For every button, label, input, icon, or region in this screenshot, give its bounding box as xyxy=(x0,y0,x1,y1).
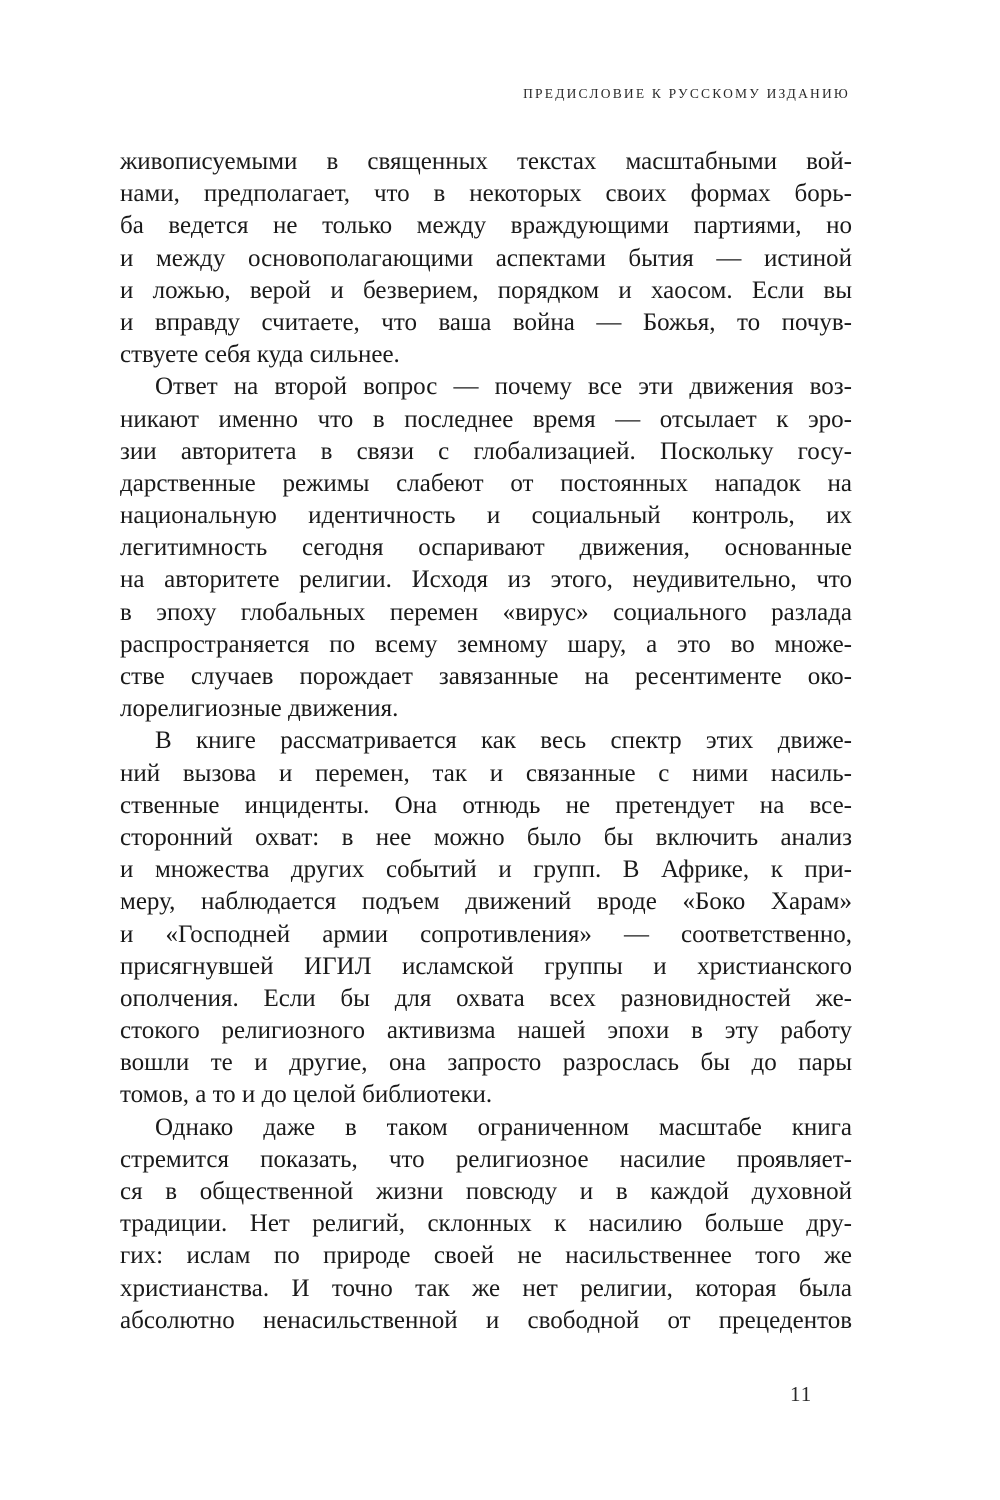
text-line: дарственные режимы слабеют от постоянных нападок на xyxy=(120,469,852,497)
text-line: и между основополагающими аспектами бытия — истиной xyxy=(120,244,852,272)
text-line: и вправду считаете, что ваша война — Божья, то почув- xyxy=(120,308,852,336)
text-line: гих: ислам по природе своей не насильственнее того же xyxy=(120,1242,852,1270)
text-line: вошли те и другие, она запросто разрослась бы до пары xyxy=(120,1049,852,1077)
text-line: Ответ на второй вопрос — почему все эти движения воз- xyxy=(155,373,852,401)
text-line: зии авторитета в связи с глобализацией. Поскольку госу- xyxy=(120,437,852,465)
page-number: 11 xyxy=(790,1382,813,1406)
paragraph xyxy=(120,146,852,371)
paragraph xyxy=(120,1112,852,1337)
text-line: и множества других событий и групп. В Африке, к при- xyxy=(120,856,852,884)
text-line: сторонний охват: в нее можно было бы включить анализ xyxy=(120,823,852,851)
text-line: стокого религиозного активизма нашей эпохи в эту работу xyxy=(120,1017,852,1045)
paragraph xyxy=(120,371,852,725)
text-line: христианства. И точно так же нет религии, которая была xyxy=(120,1274,852,1302)
text-line: на авторитете религии. Исходя из этого, неудивительно, что xyxy=(120,566,852,594)
text-line: стве случаев порождает завязанные на ресентименте око- xyxy=(120,663,852,690)
text-line: В книге рассматривается как весь спектр этих движе- xyxy=(155,727,852,755)
text-line: никают именно что в последнее время — отсылает к эро- xyxy=(120,405,852,433)
text-line: ний вызова и перемен, так и связанные с ними насиль- xyxy=(120,759,852,787)
text-line: легитимность сегодня оспаривают движения, основанные xyxy=(120,534,852,562)
text-line: и ложью, верой и безверием, порядком и хаосом. Если вы xyxy=(120,276,852,304)
text-line: присягнувшей ИГИЛ исламской группы и христианского xyxy=(120,952,852,980)
text-line: ственные инциденты. Она отнюдь не претендует на все- xyxy=(120,791,852,819)
text-line: и «Господней армии сопротивления» — соответственно, xyxy=(120,920,852,948)
text-line: ся в общественной жизни повсюду и в каждой духовной xyxy=(120,1178,852,1205)
text-line: национальную идентичность и социальный контроль, их xyxy=(120,502,852,530)
text-line: меру, наблюдается подъем движений вроде «Боко Харам» xyxy=(120,888,852,916)
body-text xyxy=(120,146,852,1337)
text-line: живописуемыми в священных текстах масштабными вой- xyxy=(120,148,852,175)
text-line: ополчения. Если бы для охвата всех разновидностей же- xyxy=(120,984,852,1012)
text-line: томов, а то и до целой библиотеки. xyxy=(120,1081,493,1109)
text-line: стремится показать, что религиозное насилие проявляет- xyxy=(120,1145,852,1173)
text-line: лорелигиозные движения. xyxy=(120,695,399,723)
text-line: абсолютно ненасильственной и свободной от прецедентов xyxy=(120,1306,852,1334)
text-line: нами, предполагает, что в некоторых своих формах борь- xyxy=(120,180,852,208)
text-line: в эпоху глобальных перемен «вирус» социального разлада xyxy=(120,598,852,626)
text-line: ба ведется не только между враждующими партиями, но xyxy=(120,212,852,240)
text-line: Однако даже в таком ограниченном масштабе книга xyxy=(155,1113,852,1141)
paragraph xyxy=(120,725,852,1111)
text-line: традиции. Нет религий, склонных к насилию больше дру- xyxy=(120,1210,852,1238)
text-line: распространяется по всему земному шару, а это во множе- xyxy=(120,630,852,658)
text-line: ствуете себя куда сильнее. xyxy=(120,341,400,369)
running-head: ПРЕДИСЛОВИЕ К РУССКОМУ ИЗДАНИЮ xyxy=(523,86,850,101)
